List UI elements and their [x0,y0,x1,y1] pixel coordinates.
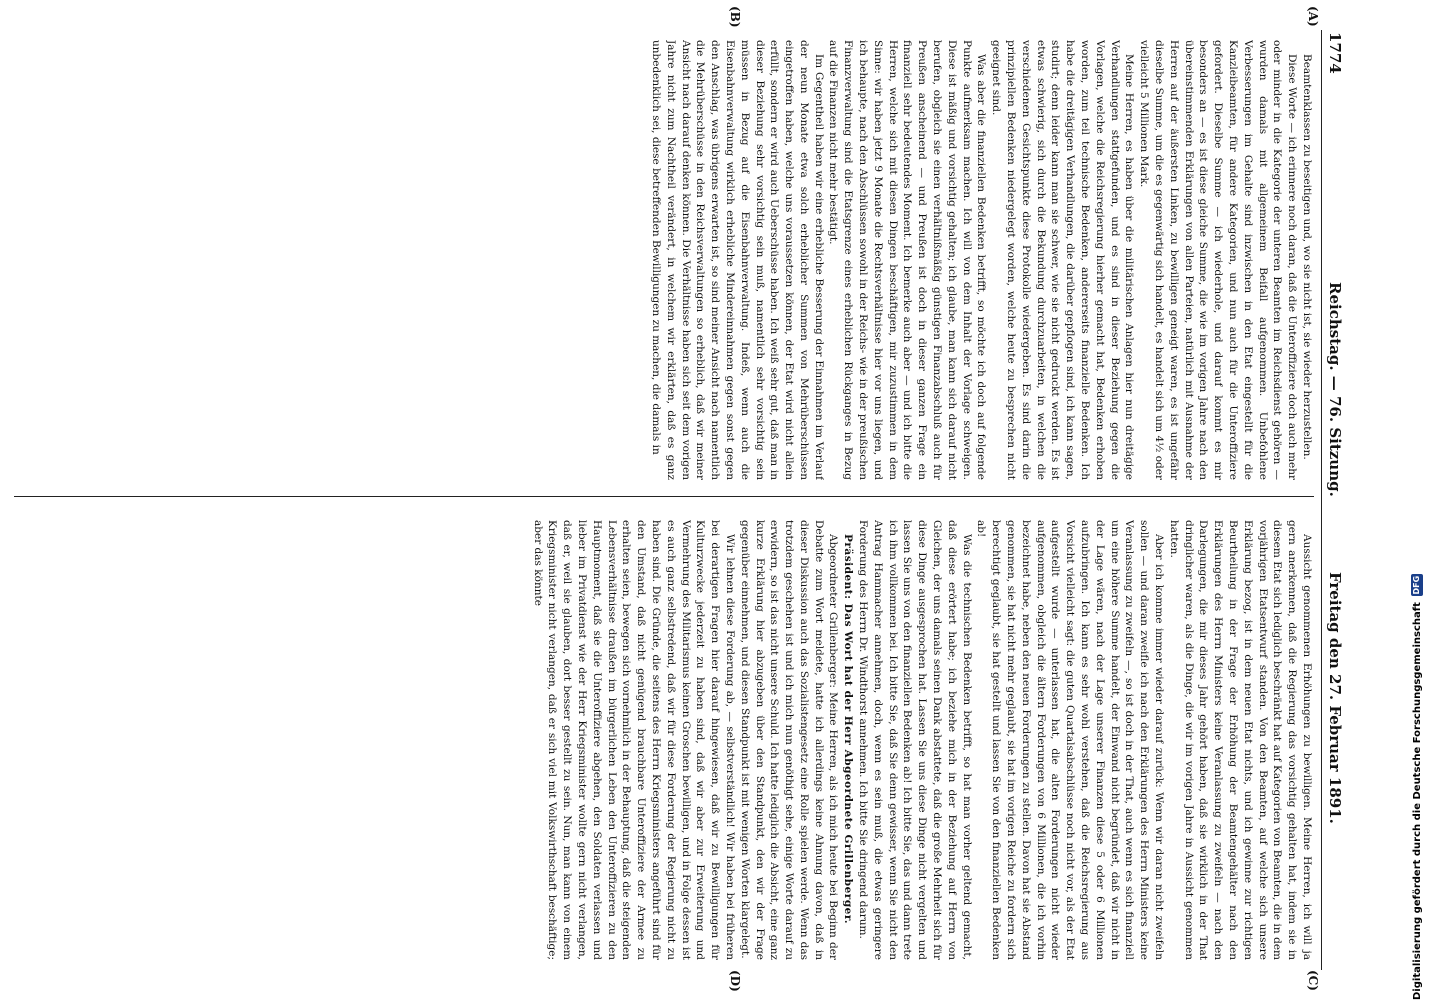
speech-paragraph: Abgeordneter Grillenberger: Meine Herren, als ich mich heute bei Beginn der Debatte zum Wort meldete, hatte ich allerdings keine Ahnung davon, daß in dieser Diskussion auch das Sozialistengesetz eine Rolle spielen werde. Wenn das trotzdem geschehen ist und ich mich nun genöthigt sehe, einige Worte darauf zu erwidern, so ist das nicht unsere Schuld. Ich hatte lediglich die Absicht, eine ganz kurze Erklärung hier abzugeben über den Standpunkt, den wir der Frage gegenüber einnehmen, und diesen Standpunkt ist mit wenigen Worten klargelegt. [738,520,840,960]
president-statement: Präsident: Das Wort hat der Herr Abgeordnete Grillenberger. [842,534,855,925]
header-rule [1321,30,1322,970]
paragraph: Meine Herren, es haben über die militärischen Anlagen hier nun dreitägige Verhandlungen stattgefunden, und es sind in dieser Beziehung gegen die Vorlagen, welche die Reichsregierung hierher gemacht hat, Bedenken erhoben worden, zum teil technische Bedenken, andererseits finanzielle Bedenken. Ich habe die dreitägigen Verhandlungen, die darüber gepflogen sind, ich kann sagen, studirt; denn leider kann man sie schwer, wie sie nicht gedruckt werden. Es ist etwas schwierig, sich durch die Bekundung durchzuarbeiten, in welchen die verschiedenen Gesichtspunkte diese Protokolle wiedergeben. Es sind darin die prinzipiellen Bedenken niedergelegt worden, welche heute zu besprechen nicht geeignet sind. [990,40,1136,480]
dfg-logo: DFG [1412,575,1421,595]
right-column [14,520,1314,960]
paragraph: Aber ich komme immer wieder darauf zurück: Wenn wir daran nicht zweifeln sollen — und daran zweifle ich nach den Erklärungen des Herrn Ministers keine Veranlassung zu zweifeln —, so ist doch in der That, auch wenn es sich finanziell um eine höhere Summe handelt, der Einwand nicht begründet, daß wir nicht in der Lage wären, nach der Lage unserer Finanzen diese 5 oder 6 Millionen aufzubringen. Ich kann es sehr wohl verstehen, daß die Reichsregierung aus Vorsicht vielleicht sagt: die guten Quartalsabschlüsse noch nicht vor, als der Etat aufgestellt wurde — unterlassen hat, die alten Forderungen nicht wieder aufgenommen, obgleich die ältern Forderungen von 6 Millionen, die ich vorhin bezeichnet habe, neben den neuen Forderungen zu stellen. Davon hat sie Abstand genommen, sie hat nicht mehr geglaubt, sie hat im vorigen Reiche zu fordern sich berechtigt geglaubt, sie hat gestellt und lassen Sie von den finanziellen Bedenken ab! [975,520,1166,960]
page-header [1320,32,1344,972]
margin-letter-d: (D) [728,970,742,992]
margin-letter-a: (A) [1306,6,1320,27]
margin-letter-c: (C) [1306,970,1320,991]
header-session: Reichstag. — 76. Sitzung. [1326,282,1344,497]
footer-text: Digitalisierung gefördert durch die Deutsche Forschungsgemeinschaft [1411,602,1423,1000]
paragraph: Im Gegentheil haben wir eine erhebliche Besserung der Einnahmen im Verlauf der neun Monate etwa solch erheblicher Summen von Mehrüberschüssen eingetroffen haben, welche uns voraussetzen können, der Etat wird nicht allein erfüllt, sondern er wird auch Ueberschüsse haben. Ich weiß sehr gut, daß man in dieser Beziehung sehr vorsichtig sein muß, namentlich sehr vorsichtig sein müssen in Bezug auf die Eisenbahnverwaltung. Indeß, wenn auch die Eisenbahnverwaltung wirklich erhebliche Mindereinnahmen gegen sonst gegen den Anschlag, was übrigens erwarten ist, so sind meiner Ansicht nach namentlich die Mehrüberschüsse in den Reichsverwaltungen so erheblich, daß wir meiner Ansicht nach darauf denken können. Die Verhältnisse haben sich seit dem vorigen Jahre nicht zum Nachtheil verändert, in welchem wir erklärten, daß es ganz unbedenklich sei, diese betreffenden Bewilligungen zu machen, die damals in [649,40,825,480]
paragraph: Aussicht genommenen Erhöhungen zu bewilligen. Meine Herren, ich will ja gern anerkennen, daß die Regierung das vorsichtig gehalten hat, indem sie in diesem Etat sich lediglich beschränkt hat auf Kategorien von Beamten, die in dem vorjährigen Etatsentwurf standen. Von den Beamten, auf welche sich unsere Erklärung bezog, ist in dem neuen Etat nichts, und ich gewinne zur richtigen Beurtheilung in der Frage der Erhöhung der Beamtengehälter nach den Erklärungen des Herrn Ministers keine Veranlassung zu zweifeln — nach den Darlegungen, die mir dieses Jahr gehört haben, daß sie wirklich in der That dringlicher waren, als die Dinge, die wir im vorigen Jahre in Aussicht genommen hatten. [1167,520,1313,960]
paragraph: Beamtenklassen zu beseitigen und, wo sie nicht ist, sie wieder herzustellen. [1301,54,1313,460]
left-column [14,40,1314,480]
paragraph: Diese Worte — ich erinnere noch daran, daß die Unteroffiziere doch auch mehr oder minder in die Kategorie der unteren Beamten im Reichsdienst gehören — wurden damals mit allgemeinem Beifall aufgenommen. Unbefohlene Verbesserungen im Gehalte sind inzwischen in den Etat eingestellt für die Kanzleibeamten, für andere Kategorien, und nun auch für die Unteroffiziere gefordert. Dieselbe Summe — ich wiederhole, und darauf kommt es mir besonders an — es ist diese gleiche Summe, die wie im vorigen Jahre nach den übereinstimmenden Erklärungen von allen Parteien, natürlich mit Ausnahme der Herren auf der äußersten Linken, zu bewilligen geneigt waren, es ist ungefähr dieselbe Summe, um die es gegenwärtig sich handelt, es handelt sich um 4½ oder vielleicht 5 Millionen Mark. [1138,40,1299,480]
header-date: Freitag den 27. Februar 1891. [1326,572,1344,824]
paragraph: Was aber die finanziellen Bedenken betrifft, so möchte ich doch auf folgende Punkte aufmerksam machen. Ich will von dem Inhalt der Vorlage schweigen. Diese ist mäßig und vorsichtig gehalten; ich glaube, man kann sich darauf nicht berufen, obgleich sie einen verhältnißmäßig günstigen Finanzabschluß auch für Preußen anscheinend — und Preußen ist doch in dieser ganzen Frage ein finanziell sehr bedeutendes Moment. Ich bemerke auch aber — und ich bitte die Herren, welche sich mit diesen Dingen beschäftigen, mir zuzustimmen in dem Sinne: wir haben jetzt 9 Monate die Rechtsverhältnisse hier vor uns liegen, und ich behaupte, nach den Abschlüssen sowohl in der Reichs- wie in der preußischen Finanzverwaltung sind die Etatsgrenze eines erheblichen Rückganges in Bezug auf die Finanzen nicht mehr bestätigt. [827,40,988,480]
paragraph: Was die technischen Bedenken betrifft, so hat man vorher geltend gemacht, daß diese erörtert habe; ich beziehe mich in der Beziehung auf Herrn von Gleichen, der uns damals seinen Dank abstattete, daß die große Mehrheit sich für diese Dinge ausgesprochen hat. Lassen Sie uns diese Dinge nicht vergelten und lassen Sie uns von den finanziellen Bedenken ab! Ich bitte Sie, das und dann trete ich ihm vollkommen bei. Ich bitte Sie, daß Sie denn gewisser, wenn Sie nicht den Antrag Hammacher annehmen, doch, wenn es sein muß, die etwas geringere Forderung des Herrn Dr. Windthorst annehmen. Ich bitte Sie dringend darum. [857,520,973,960]
paragraph: Wir lehnen diese Forderung ab, — selbstverständlich! Wir haben bei früheren bei derartigen Fragen hier darauf hingewiesen, daß wir zu Bewilligungen für Kulturzwecke jederzeit zu haben sind, daß wir aber zur Erweiterung und Vermehrung des Militarismus keinen Groschen bewilligen, und in Folge dessen ist es auch ganz selbstredend, daß wir für diese Forderung der Regierung nicht zu haben sind. Die Gründe, die seitens des Herrn Kriegsministers angeführt sind für den Umstand, daß nicht genügend brauchbare Unteroffiziere der Armee zu erhalten seien, bewegen sich vornehmlich in der Behauptung, daß die steigenden Lebensverhältnisse draußen im bürgerlichen Leben den Unteroffizieren zu den Hauptmoment, daß sie die Unteroffiziere abgehen, den Soldaten verlassen und lieber im Privatdienst wie der Herr Kriegsminister wollte gern nicht verlangen, daß er, weil sie glauben, dort besser gestellt zu sein. Nun, man kann von einem Kriegsminister nicht verlangen, daß er sich viel mit Volkswirthschaft beschäftige; aber das könnte [531,520,736,960]
digitization-footer [1408,200,1426,1000]
page-number: 1774 [1326,32,1344,74]
column-divider [14,496,1314,497]
margin-letter-b: (B) [728,6,742,28]
